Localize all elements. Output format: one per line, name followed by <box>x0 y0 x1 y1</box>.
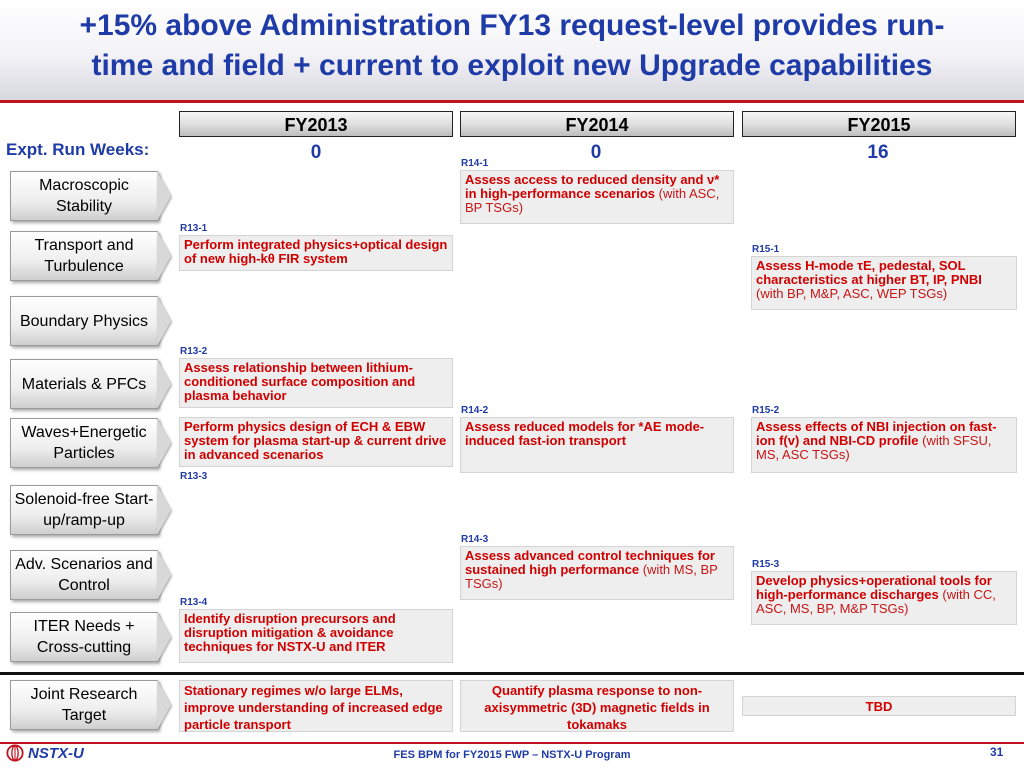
year-header-fy2013: FY2013 <box>179 111 453 137</box>
item-r14-2 <box>460 417 734 473</box>
row-label-boundary-physics: Boundary Physics <box>10 296 158 346</box>
item-r13-4 <box>179 609 453 663</box>
item-id-r15-1: R15-1 <box>752 244 780 255</box>
row-label-adv-scenarios: Adv. Scenarios and Control <box>10 550 158 600</box>
item-r14-3 <box>460 546 734 600</box>
item-r15-1-text: Assess H-mode τE, pedestal, SOL characteristics at higher BT, IP, PNBI <box>756 258 982 287</box>
item-r13-3-text: Perform physics design of ECH & EBW system for plasma start-up & current drive in advanced scenarios <box>184 419 447 462</box>
item-id-r13-3: R13-3 <box>180 471 208 482</box>
item-r14-3-text: Assess advanced control techniques for sustained high performance <box>465 548 715 577</box>
year-header-fy2014: FY2014 <box>460 111 734 137</box>
row-label-materials-pfcs: Materials & PFCs <box>10 359 158 409</box>
year-header-fy2015: FY2015 <box>742 111 1016 137</box>
joint-target-fy2013: Stationary regimes w/o large ELMs, improve understanding of increased edge particle transport <box>179 680 453 732</box>
title-line-2: time and field + current to exploit new Upgrade capabilities <box>91 49 933 82</box>
item-r14-1-text: Assess access to reduced density and ν* in high-performance scenarios <box>465 172 720 201</box>
item-r15-2-text: Assess effects of NBI injection on fast-ion f(v) and NBI-CD profile <box>756 419 997 448</box>
row-label-solenoid-free: Solenoid-free Start-up/ramp-up <box>10 485 158 535</box>
item-id-r13-2: R13-2 <box>180 346 208 357</box>
item-r14-1 <box>460 170 734 224</box>
row-label-iter-needs: ITER Needs + Cross-cutting <box>10 612 158 662</box>
run-weeks-fy2014: 0 <box>590 142 602 163</box>
item-id-r14-2: R14-2 <box>461 405 489 416</box>
item-r13-2-text: Assess relationship between lithium-conditioned surface composition and plasma behavior <box>184 360 416 403</box>
item-r15-3-note: (with CC, ASC, MS, BP, M&P TSGs) <box>756 587 996 616</box>
item-id-r13-4: R13-4 <box>180 597 208 608</box>
item-id-r15-3: R15-3 <box>752 559 780 570</box>
item-r13-1 <box>179 235 453 271</box>
joint-target-fy2014: Quantify plasma response to non-axisymmetric (3D) magnetic fields in tokamaks <box>460 680 734 732</box>
item-r15-2-note: (with SFSU, MS, ASC TSGs) <box>756 433 992 462</box>
item-id-r15-2: R15-2 <box>752 405 780 416</box>
item-r15-1 <box>751 256 1017 310</box>
footer-text: FES BPM for FY2015 FWP – NSTX-U Program <box>393 749 631 761</box>
joint-research-divider <box>0 672 1024 675</box>
item-id-r13-1: R13-1 <box>180 223 208 234</box>
footer-divider <box>0 742 1024 744</box>
row-label-macroscopic-stability: Macroscopic Stability <box>10 171 158 221</box>
item-r15-3-text: Develop physics+operational tools for high-performance discharges <box>756 573 992 602</box>
page-number: 31 <box>990 745 1004 759</box>
item-id-r14-3: R14-3 <box>461 534 489 545</box>
run-weeks-fy2015: 16 <box>867 142 889 163</box>
row-label-waves-energetic: Waves+Energetic Particles <box>10 418 158 468</box>
item-r15-3 <box>751 571 1017 625</box>
row-label-joint-research: Joint Research Target <box>10 680 158 730</box>
item-r13-3 <box>179 417 453 467</box>
joint-target-fy2015: TBD <box>742 696 1016 716</box>
item-id-r14-1: R14-1 <box>461 158 489 169</box>
header-divider <box>0 100 1024 103</box>
item-r13-1-text: Perform integrated physics+optical design of new high-kθ FIR system <box>184 237 448 266</box>
slide-title <box>0 6 1024 86</box>
nstx-logo-text: NSTX-U <box>28 745 84 762</box>
title-line-1: +15% above Administration FY13 request-level provides run- <box>79 9 945 42</box>
row-label-transport-turbulence: Transport and Turbulence <box>10 231 158 281</box>
item-r15-1-note: (with BP, M&P, ASC, WEP TSGs) <box>756 286 948 301</box>
run-weeks-label: Expt. Run Weeks: <box>6 140 150 159</box>
item-r13-2 <box>179 358 453 408</box>
item-r14-1-note: (with ASC, BP TSGs) <box>465 186 720 215</box>
item-r13-4-text: Identify disruption precursors and disruption mitigation & avoidance techniques for NSTX-U and ITER <box>184 611 396 654</box>
run-weeks-fy2013: 0 <box>310 142 322 163</box>
item-r14-2-text: Assess reduced models for *AE mode-induced fast-ion transport <box>465 419 705 448</box>
item-r15-2 <box>751 417 1017 473</box>
item-r14-3-note: (with MS, BP TSGs) <box>465 562 718 591</box>
